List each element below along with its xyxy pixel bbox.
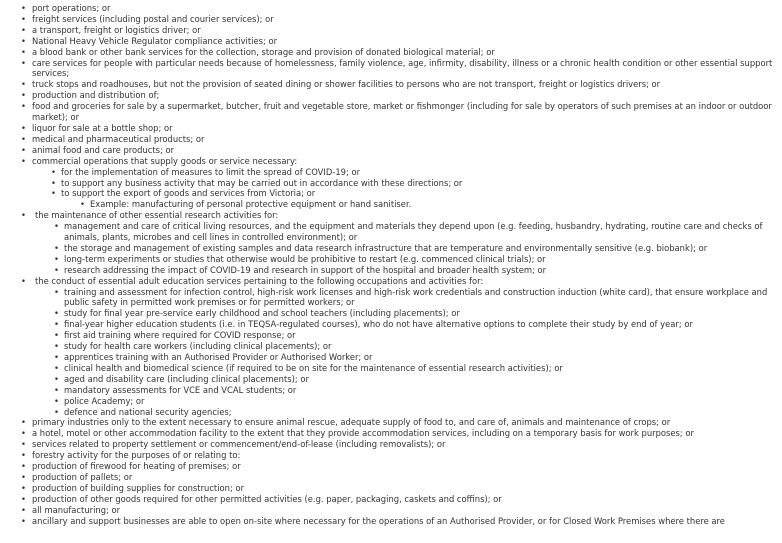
list-item-text: research addressing the impact of COVID-19 and research in support of the hospital and broader health system; or: [64, 264, 547, 275]
list-item: [32, 90, 774, 101]
list-item: [32, 439, 774, 450]
list-item-text: mandatory assessments for VCE and VCAL students; or: [64, 384, 297, 395]
list-item-text: truck stops and roadhouses, but not the provision of seated dining or shower facilities to persons who are not transport, freight or logistics drivers; or: [32, 79, 661, 90]
list-item: [32, 516, 774, 527]
list-item: [32, 14, 774, 25]
list-item: [32, 156, 774, 211]
list-item: [64, 341, 774, 352]
list-item: [32, 25, 774, 36]
list-item-text: training and assessment for infection control, high-risk work licenses and high-risk work credentials and construction induction (white card), that ensure workplace and public safety in permitted work premises or for permitted workers; or: [64, 286, 768, 308]
list-item-text: Example: manufacturing of personal protective equipment or hand sanitiser.: [90, 199, 412, 210]
list-item-text: first aid training where required for COVID response; or: [64, 330, 296, 341]
list-item: [61, 167, 774, 178]
list-item-text: production of pallets; or: [32, 471, 133, 482]
list-item: [64, 352, 774, 363]
list-item-text: management and care of critical living resources, and the equipment and materials they depend upon (e.g. feeding, husbandry, hydrating, routine care and checks of animals, plants, microbes and cell lines in controlled environment); or: [64, 221, 763, 243]
list-item: [32, 417, 774, 428]
list-item: [32, 123, 774, 134]
list-item-text: police Academy; or: [64, 395, 145, 406]
list-item: [64, 308, 774, 319]
list-item: [64, 221, 774, 243]
list-item-text: study for health care workers (including clinical placements); or: [64, 341, 332, 352]
list-item-text: port operations; or: [32, 3, 111, 13]
list-item-text: production and distribution of;: [32, 90, 160, 101]
list-item-text: National Heavy Vehicle Regulator compliance activities; or: [32, 35, 278, 46]
list-item: [64, 254, 774, 265]
list-item: [32, 101, 774, 123]
list-item: [32, 3, 774, 14]
list-item-text: production of firewood for heating of premises; or: [32, 461, 241, 472]
list-item: [64, 330, 774, 341]
list-item: [61, 178, 774, 189]
list-item: [64, 385, 774, 396]
list-item-text: to support any business activity that may be carried out in accordance with these directions; or: [61, 177, 463, 188]
list-item-text: care services for people with particular needs because of homelessness, family violence, age, infirmity, disability, illness or a chronic health condition or other essential support services;: [32, 57, 773, 79]
nested-bullet-list: [35, 287, 774, 418]
list-item-text: clinical health and biomedical science (if required to be on site for the maintenance of essential research activities); or: [64, 362, 563, 373]
list-item: [32, 450, 774, 461]
list-item-text: medical and pharmaceutical products; or: [32, 133, 205, 144]
list-item-text: forestry activity for the purposes of or relating to:: [32, 450, 241, 461]
list-item: [64, 407, 774, 418]
nested-bullet-list: [35, 221, 774, 276]
list-item: [64, 319, 774, 330]
list-item-text: production of building supplies for construction; or: [32, 482, 245, 493]
list-item-text: production of other goods required for other permitted activities (e.g. paper, packaging, caskets and coffins); or: [32, 493, 502, 504]
list-item: [32, 483, 774, 494]
nested-bullet-list: [61, 199, 774, 210]
list-item-text: to support the export of goods and services from Victoria; or: [61, 188, 316, 199]
list-item-text: the storage and management of existing samples and data research infrastructure that are temperature and environmentally sensitive (e.g. biobank); or: [64, 242, 708, 253]
list-item-text: aged and disability care (including clinical placements); or: [64, 373, 309, 384]
list-item: [32, 428, 774, 439]
list-item-text: for the implementation of measures to limit the spread of COVID-19; or: [61, 166, 361, 177]
nested-bullet-list: [32, 167, 774, 211]
list-item-text: a hotel, motel or other accommodation facility to the extent that they provide accommodation services, including on a temporary basis for work purposes; or: [32, 428, 694, 439]
list-item-text: all manufacturing; or: [32, 504, 121, 515]
list-item: [32, 145, 774, 156]
list-item: [32, 472, 774, 483]
list-item-text: commercial operations that supply goods or service necessary:: [32, 155, 298, 166]
list-item-text: the maintenance of other essential research activities for:: [35, 210, 279, 221]
list-item-text: animal food and care products; or: [32, 144, 175, 155]
list-item-text: a transport, freight or logistics driver; or: [32, 24, 201, 35]
list-item: [64, 243, 774, 254]
list-item: [32, 36, 774, 47]
list-item: [32, 505, 774, 516]
list-item: [32, 58, 774, 80]
list-item-text: long-term experiments or studies that otherwise would be prohibitive to restart (e.g. commenced clinical trials); or: [64, 253, 546, 264]
list-item-text: food and groceries for sale by a supermarket, butcher, fruit and vegetable store, market or fishmonger (including for sale by operators of such premises at an indoor or outdoor market); or: [32, 101, 772, 123]
list-item-text: apprentices training with an Authorised Provider or Authorised Worker; or: [64, 352, 373, 362]
list-item-text: defence and national security agencies;: [64, 406, 232, 417]
list-item-text: the conduct of essential adult education services pertaining to the following occupations and activities for:: [35, 275, 484, 286]
list-item: [35, 276, 774, 418]
list-item-text: ancillary and support businesses are able to open on-site where necessary for the operations of an Authorised Provider, or for Closed Work Premises where there are: [32, 515, 725, 526]
list-item: [64, 363, 774, 374]
list-item-text: freight services (including postal and courier services); or: [32, 13, 274, 24]
list-item: [32, 461, 774, 472]
list-item: [64, 396, 774, 407]
list-item: [64, 287, 774, 309]
list-item: [32, 47, 774, 58]
list-item: [35, 210, 774, 275]
list-item-text: final-year higher education students (i.e. in TEQSA-regulated courses), who do not have alternative options to complete their study by end of year; or: [64, 319, 693, 330]
list-item-text: services related to property settlement or commencement/end-of-lease (including removalists); or: [32, 439, 446, 450]
list-item: [61, 188, 774, 210]
list-item: [64, 374, 774, 385]
list-item-text: study for final year pre-service early childhood and school teachers (including placements); or: [64, 308, 460, 319]
list-item: [90, 199, 774, 210]
list-item: [64, 265, 774, 276]
list-item: [32, 494, 774, 505]
list-item: [32, 134, 774, 145]
list-item-text: primary industries only to the extent necessary to ensure animal rescue, adequate supply of food to, and care of, animals and maintenance of crops; or: [32, 417, 671, 428]
list-item-text: liquor for sale at a bottle shop; or: [32, 122, 173, 133]
list-item-text: a blood bank or other bank services for the collection, storage and provision of donated biological material; or: [32, 46, 495, 57]
list-item: [32, 79, 774, 90]
